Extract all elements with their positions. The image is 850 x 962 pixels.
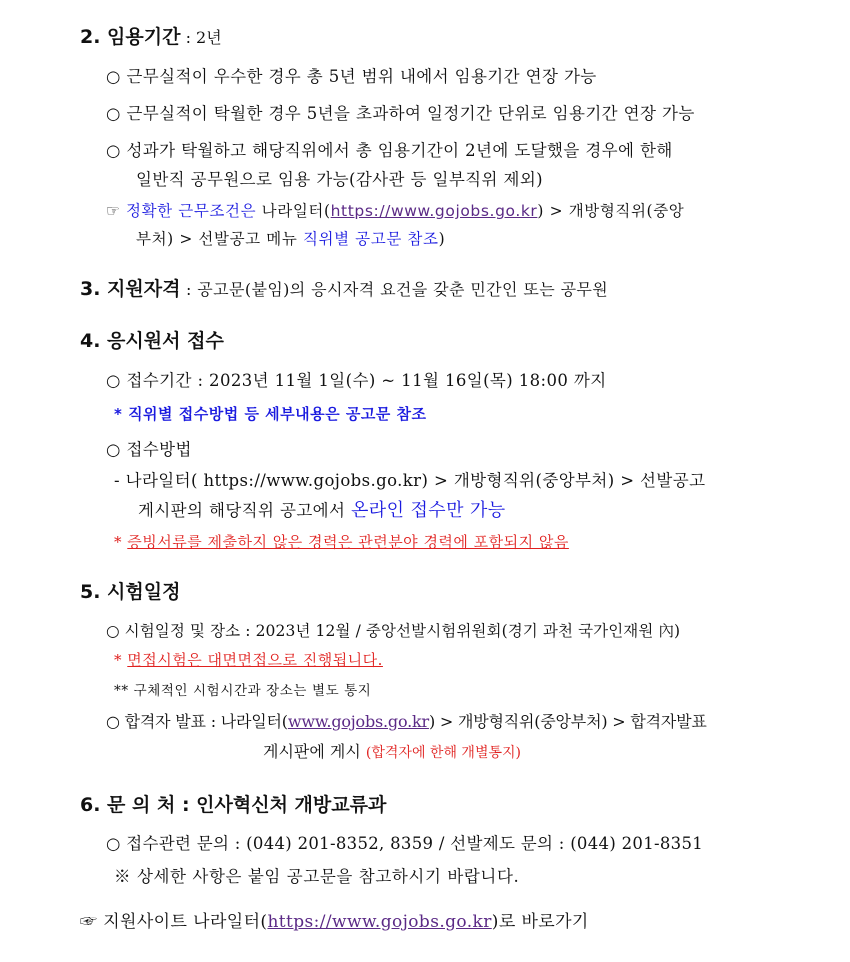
method-line2-text: 게시판의 해당직위 공고에서 xyxy=(138,501,352,520)
gojobs-result-link[interactable]: www.gojobs.go.kr xyxy=(287,712,429,731)
shortcut-text: 지원사이트 나라일터( xyxy=(97,912,268,932)
exam-schedule-place: ○ 시험일정 및 장소 : 2023년 12월 / 중앙선발시험위원회(경기 과천 국가인재원 內) xyxy=(106,622,681,640)
application-method: ○ 접수방법 xyxy=(106,440,192,459)
result-individual-notice: (합격자에 한해 개별통지) xyxy=(365,745,521,761)
result-text-3: 게시판에 게시 xyxy=(263,742,366,761)
note-line2-close: ) xyxy=(438,230,446,248)
result-announcement-line2 xyxy=(263,739,521,762)
work-conditions-note xyxy=(106,199,684,221)
reference-notice: ※ 상세한 사항은 붙임 공고문을 참고하시기 바랍니다. xyxy=(114,867,520,886)
section-5-heading-line xyxy=(80,577,180,604)
result-announcement xyxy=(106,709,707,732)
application-period-note: * 직위별 접수방법 등 세부내용은 공고문 참조 xyxy=(114,405,427,423)
section-6-heading: 6. 문 의 처 : 인사혁신처 개방교류과 xyxy=(80,794,387,816)
section-3-heading-line xyxy=(80,274,608,301)
contact-info: ○ 접수관련 문의 : (044) 201-8352, 8359 / 선발제도 문의 : (044) 201-8351 xyxy=(106,834,704,853)
site-shortcut xyxy=(80,907,589,932)
application-method-line2 xyxy=(138,496,506,522)
term-bullet-3a: ○ 성과가 탁월하고 해당직위에서 총 임용기간이 2년에 도달했을 경우에 한해 xyxy=(106,141,673,160)
section-2-heading-line xyxy=(80,22,222,49)
exam-detail-note: ** 구체적인 시험시간과 장소는 별도 통지 xyxy=(114,683,372,699)
note-blue-text-2: 직위별 공고문 참조 xyxy=(302,230,439,248)
section-4-heading-line xyxy=(80,326,224,353)
application-period: ○ 접수기간 : 2023년 11월 1일(수) ~ 11월 16일(목) 18:00 까지 xyxy=(106,371,607,390)
section-5-heading: 5. 시험일정 xyxy=(80,581,181,603)
section-3-value: : 공고문(붙임)의 응시자격 요건을 갖춘 민간인 또는 공무원 xyxy=(180,280,609,299)
shortcut-text-2: )로 바로가기 xyxy=(491,912,589,932)
work-conditions-note-line2 xyxy=(136,227,445,249)
result-text-2: ) > 개방형직위(중앙부처) > 합격자발표 xyxy=(428,712,707,731)
pointing-hand-icon: ☞ xyxy=(80,912,98,932)
note-text-2: ) > 개방형직위(중앙 xyxy=(537,202,685,220)
interview-notice-text: 면접시험은 대면면접으로 진행됩니다. xyxy=(127,651,383,669)
online-only-text: 온라인 접수만 가능 xyxy=(351,500,506,521)
interview-asterisk: * xyxy=(114,651,122,669)
note-text: 나라일터( xyxy=(256,202,331,220)
term-bullet-1: ○ 근무실적이 우수한 경우 총 5년 범위 내에서 임용기간 연장 가능 xyxy=(106,67,597,86)
pointing-hand-icon: ☞ xyxy=(106,202,121,220)
note-line2-text: 부처) > 선발공고 메뉴 xyxy=(136,230,303,248)
evidence-warning-text: 증빙서류를 제출하지 않은 경력은 관련분야 경력에 포함되지 않음 xyxy=(127,533,569,551)
result-text: ○ 합격자 발표 : 나라일터( xyxy=(106,712,288,731)
section-3-heading: 3. 지원자격 xyxy=(80,278,181,300)
application-method-line1: - 나라일터( https://www.gojobs.go.kr) > 개방형직위(중앙부처) > 선발공고 xyxy=(114,471,706,490)
section-2-value: : 2년 xyxy=(180,28,222,47)
warning-asterisk: * xyxy=(114,533,122,551)
gojobs-link[interactable]: https://www.gojobs.go.kr xyxy=(330,202,538,220)
section-2-heading: 2. 임용기간 xyxy=(80,26,181,48)
evidence-warning xyxy=(114,531,569,552)
gojobs-shortcut-link[interactable]: https://www.gojobs.go.kr xyxy=(267,912,492,932)
section-4-heading: 4. 응시원서 접수 xyxy=(80,330,224,352)
interview-notice xyxy=(114,649,383,670)
term-bullet-2: ○ 근무실적이 탁월한 경우 5년을 초과하여 일정기간 단위로 임용기간 연장 가능 xyxy=(106,104,695,123)
note-blue-text: 정확한 근무조건은 xyxy=(126,202,257,220)
term-bullet-3b: 일반직 공무원으로 임용 가능(감사관 등 일부직위 제외) xyxy=(136,170,544,189)
section-6-heading-line xyxy=(80,790,386,817)
